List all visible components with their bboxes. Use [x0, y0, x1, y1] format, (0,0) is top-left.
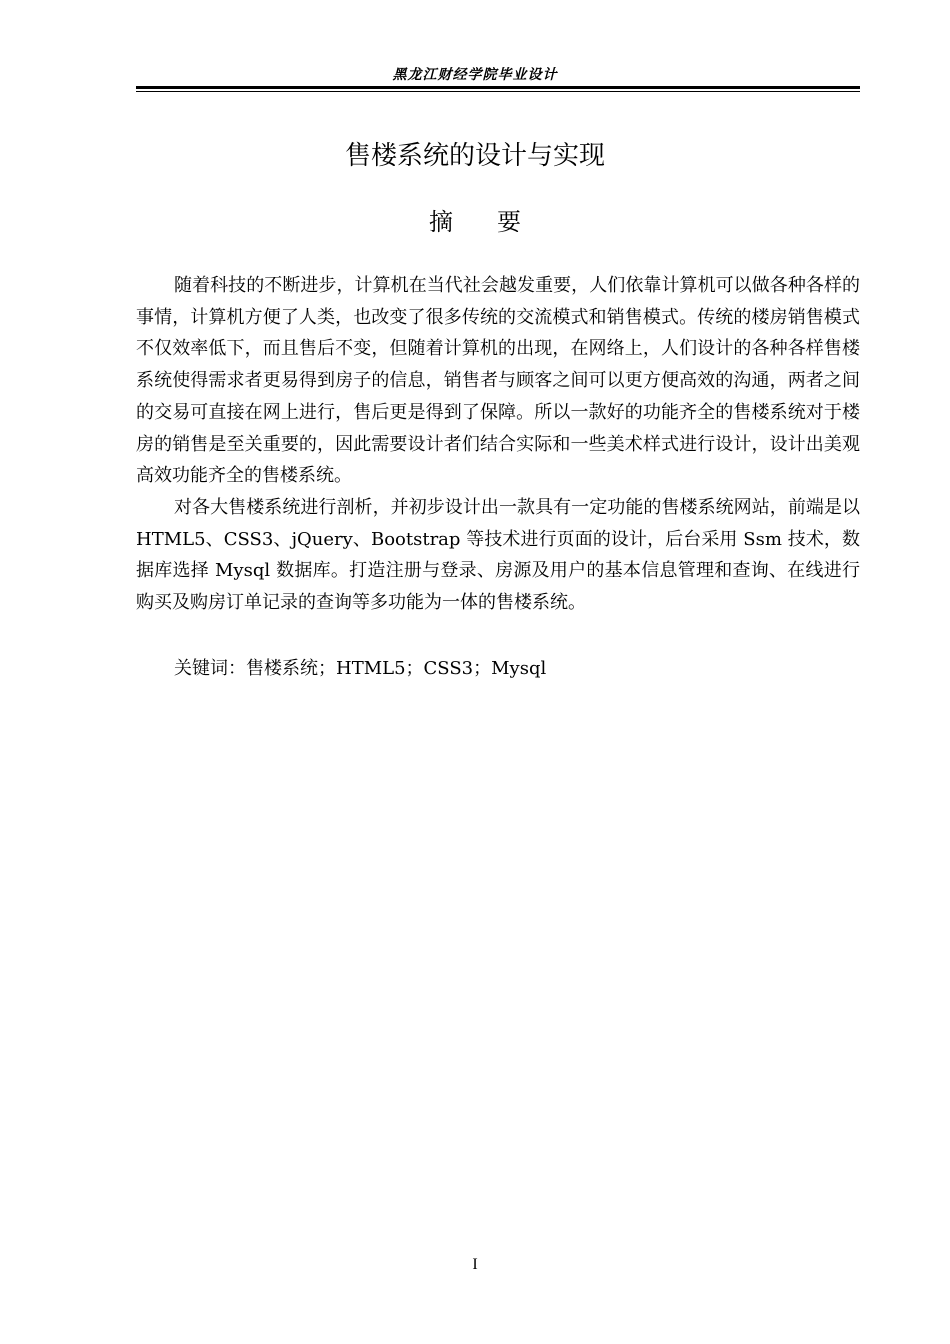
- running-header: 黑龙江财经学院毕业设计: [392, 67, 558, 83]
- keywords-line: [174, 655, 860, 683]
- abstract-body: [136, 270, 860, 619]
- document-title: 售楼系统的设计与实现: [344, 141, 605, 171]
- abstract-paragraph-2: 对各大售楼系统进行剖析，并初步设计出一款具有一定功能的售楼系统网站，前端是以 HTML5、CSS3、jQuery、Bootstrap 等技术进行页面的设计，后台采用 Ssm 技术，数据库选择 Mysql 数据库。打造注册与登录、房源及用户的基本信息管理和查询、在线进行购买及购房订单记录的查询等多功能为一体的售楼系统。: [136, 496, 860, 614]
- abstract-heading-char-1: 摘: [429, 208, 453, 236]
- keywords-value: 售楼系统；HTML5；CSS3；Mysql: [246, 658, 547, 679]
- page-number: I: [472, 1256, 478, 1273]
- header-rule-thin: [136, 91, 860, 92]
- abstract-heading: [0, 205, 950, 239]
- abstract-heading-char-2: 要: [497, 208, 521, 236]
- abstract-paragraph-1: 随着科技的不断进步，计算机在当代社会越发重要，人们依靠计算机可以做各种各样的事情，计算机方便了人类，也改变了很多传统的交流模式和销售模式。传统的楼房销售模式不仅效率低下，而且售后不变，但随着计算机的出现，在网络上，人们设计的各种各样售楼系统使得需求者更易得到房子的信息，销售者与顾客之间可以更方便高效的沟通，两者之间的交易可直接在网上进行，售后更是得到了保障。所以一款好的功能齐全的售楼系统对于楼房的销售是至关重要的，因此需要设计者们结合实际和一些美术样式进行设计，设计出美观高效功能齐全的售楼系统。: [136, 275, 860, 487]
- header-rule-thick: [136, 86, 860, 89]
- keywords-label: 关键词：: [174, 658, 246, 679]
